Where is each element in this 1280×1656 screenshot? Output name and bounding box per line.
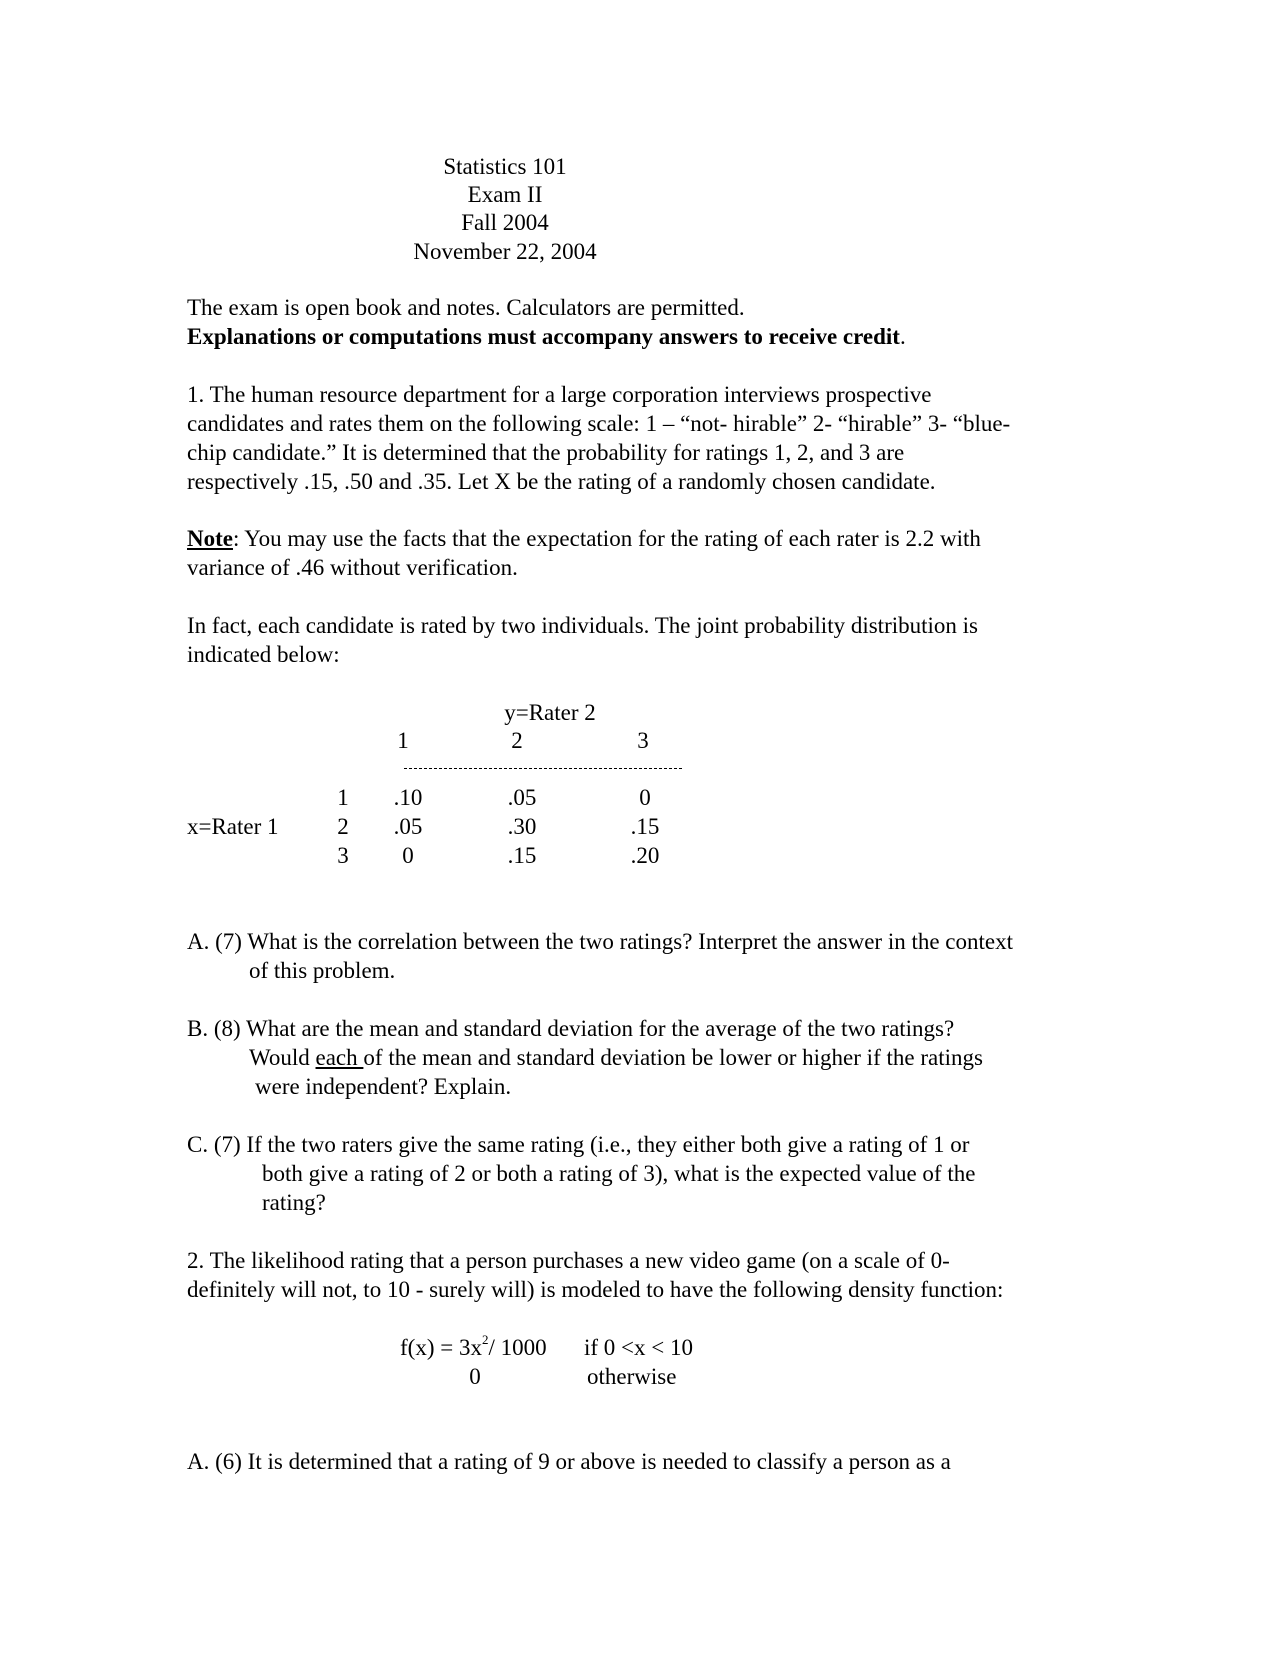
table-cell: .15 <box>507 843 537 868</box>
part-b-line: were independent? Explain. <box>255 1074 512 1099</box>
density-function <box>400 1332 547 1360</box>
table-cell: 0 <box>639 785 651 810</box>
density-otherwise: otherwise <box>587 1364 677 1389</box>
column-header: 1 <box>397 728 409 753</box>
note-label: Note <box>187 526 233 551</box>
density-zero: 0 <box>469 1364 481 1389</box>
instruction-period: . <box>899 324 906 349</box>
part-b-text: Would <box>249 1045 316 1070</box>
q1-line: chip candidate.” It is determined that the probability for ratings 1, 2, and 3 are <box>187 440 905 465</box>
q2-line: definitely will not, to 10 - surely will) is modeled to have the following density function: <box>187 1277 1004 1302</box>
row-header: 3 <box>337 843 349 868</box>
q1-line: candidates and rates them on the following scale: 1 – “not- hirable” 2- “hirable” 3- “blue- <box>187 411 1011 436</box>
row-header: 2 <box>337 814 349 839</box>
part-c-line: both give a rating of 2 or both a rating of 3), what is the expected value of the <box>262 1161 976 1186</box>
table-cell: 0 <box>402 843 414 868</box>
exam-date: November 22, 2004 <box>413 239 597 264</box>
part-b-line: B. (8) What are the mean and standard deviation for the average of the two ratings? <box>187 1016 955 1041</box>
density-exponent: 2 <box>481 1332 489 1347</box>
q2-part-a-line: A. (6) It is determined that a rating of 9 or above is needed to classify a person as a <box>187 1449 951 1474</box>
column-header: 2 <box>511 728 523 753</box>
part-c-line: rating? <box>262 1190 326 1215</box>
part-b-emphasis: each <box>315 1045 364 1070</box>
density-expr: f(x) = 3x <box>400 1335 482 1360</box>
part-a-line: A. (7) What is the correlation between the two ratings? Interpret the answer in the context <box>187 929 1014 954</box>
exam-title: Exam II <box>467 182 543 207</box>
table-cell: .05 <box>393 814 423 839</box>
table-divider <box>404 768 682 769</box>
column-header: 3 <box>637 728 649 753</box>
density-denominator: / 1000 <box>488 1335 547 1360</box>
course-title: Statistics 101 <box>443 154 567 179</box>
part-a-line: of this problem. <box>249 958 396 983</box>
table-cell: .30 <box>507 814 537 839</box>
q1-line: respectively .15, .50 and .35. Let X be the rating of a randomly chosen candidate. <box>187 469 936 494</box>
note-line: variance of .46 without verification. <box>187 555 518 580</box>
q1-line: 1. The human resource department for a large corporation interviews prospective <box>187 382 932 407</box>
q2-line: 2. The likelihood rating that a person purchases a new video game (on a scale of 0- <box>187 1248 950 1273</box>
part-b-line <box>249 1046 983 1069</box>
note-paragraph <box>187 527 981 550</box>
table-cell: .20 <box>630 843 660 868</box>
table-cell: .15 <box>630 814 660 839</box>
joint-line: In fact, each candidate is rated by two individuals. The joint probability distribution is <box>187 613 978 638</box>
intro-line: The exam is open book and notes. Calculators are permitted. <box>187 295 745 320</box>
instruction-bold: Explanations or computations must accompany answers to receive credit <box>187 324 900 349</box>
table-cell: .05 <box>507 785 537 810</box>
note-text: : You may use the facts that the expectation for the rating of each rater is 2.2 with <box>232 526 981 551</box>
density-condition: if 0 <x < 10 <box>584 1335 693 1360</box>
term: Fall 2004 <box>461 210 549 235</box>
joint-line: indicated below: <box>187 642 340 667</box>
column-title: y=Rater 2 <box>504 700 596 725</box>
row-title: x=Rater 1 <box>187 814 279 839</box>
part-b-text: of the mean and standard deviation be lower or higher if the ratings <box>363 1045 983 1070</box>
part-c-line: C. (7) If the two raters give the same rating (i.e., they either both give a rating of 1 or <box>187 1132 970 1157</box>
row-header: 1 <box>337 785 349 810</box>
table-cell: .10 <box>393 785 423 810</box>
intro-instruction <box>187 325 906 348</box>
